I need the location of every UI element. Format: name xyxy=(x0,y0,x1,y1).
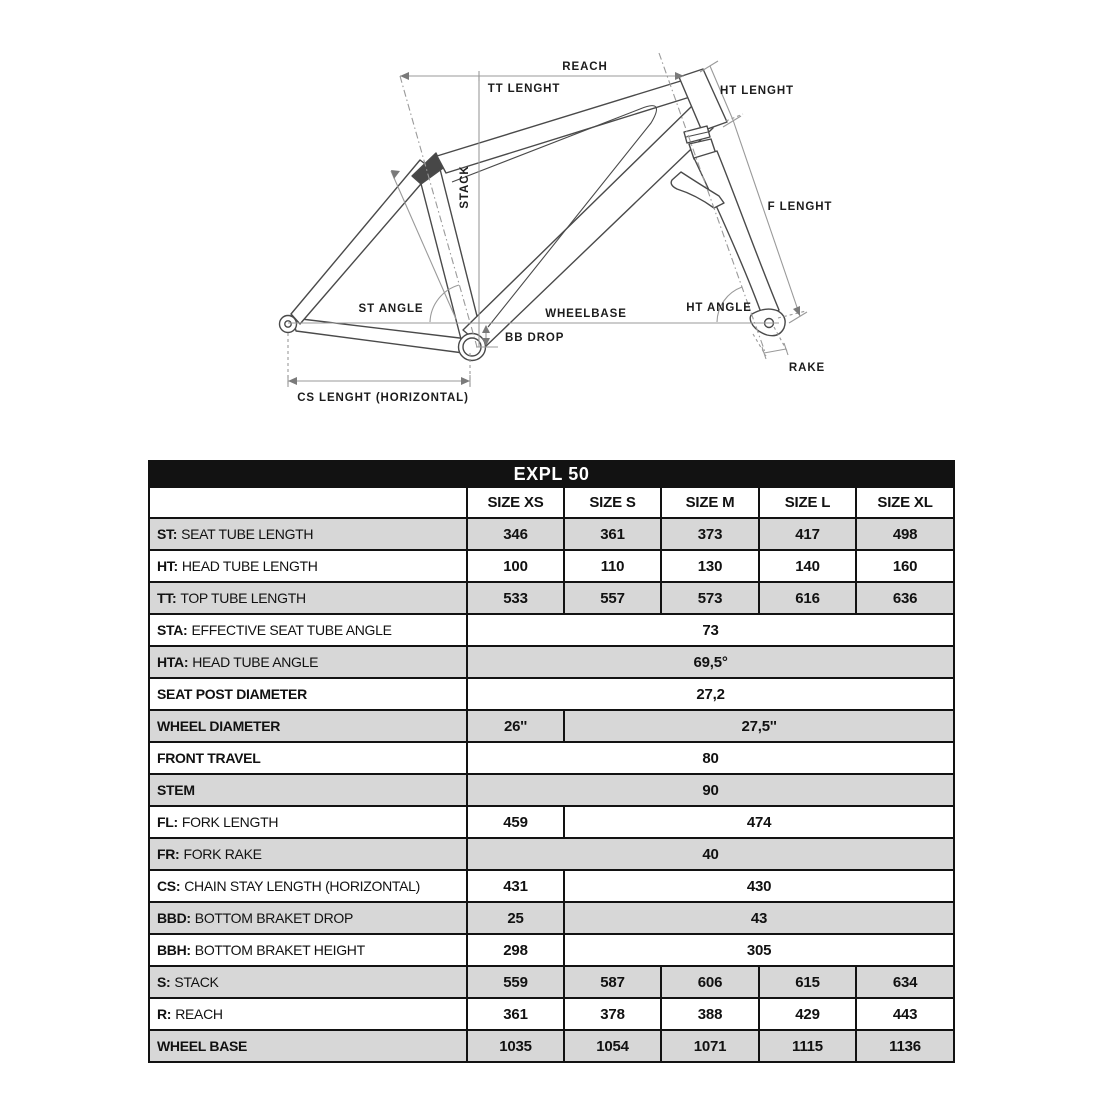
row-wheel-base xyxy=(149,1030,954,1062)
bike-frame-drawing xyxy=(280,69,786,361)
f-length-label: F LENGHT xyxy=(767,201,833,213)
row-label xyxy=(149,774,467,806)
row-label-text: HEAD TUBE ANGLE xyxy=(192,654,319,670)
row-label xyxy=(149,518,467,550)
row-stem xyxy=(149,774,954,806)
value-cell: 430 xyxy=(564,870,954,902)
row-label-text: FORK LENGTH xyxy=(181,814,279,830)
value-cell: 636 xyxy=(856,582,954,614)
value-cell: 361 xyxy=(564,518,661,550)
bike-geometry-diagram xyxy=(250,30,890,430)
value-cell: 43 xyxy=(564,902,954,934)
value-cell: 361 xyxy=(467,998,564,1030)
row-effective-seat-tube-angle xyxy=(149,614,954,646)
st-angle-label: ST ANGLE xyxy=(358,303,424,315)
value-cell: 378 xyxy=(564,998,661,1030)
cs-right-arrow xyxy=(461,377,470,385)
size-header-xs: SIZE XS xyxy=(467,487,564,518)
row-label-text: STACK xyxy=(174,974,219,990)
value-cell: 1071 xyxy=(661,1030,759,1062)
row-prefix: BBD: xyxy=(157,910,191,926)
ht-length-label: HT LENGHT xyxy=(720,85,794,97)
value-cell: 160 xyxy=(856,550,954,582)
size-header-m: SIZE M xyxy=(661,487,759,518)
value-cell: 431 xyxy=(467,870,564,902)
geometry-spec-table xyxy=(148,460,955,1063)
value-cell: 298 xyxy=(467,934,564,966)
row-label xyxy=(149,582,467,614)
row-label-text: SEAT POST DIAMETER xyxy=(157,686,307,702)
value-cell: 474 xyxy=(564,806,954,838)
row-top-tube-length xyxy=(149,582,954,614)
ht-top-tick xyxy=(700,61,718,72)
value-cell: 559 xyxy=(467,966,564,998)
row-label-text: EFFECTIVE SEAT TUBE ANGLE xyxy=(191,622,392,638)
value-cell: 573 xyxy=(661,582,759,614)
value-cell: 110 xyxy=(564,550,661,582)
bb-drop-label: BB DROP xyxy=(505,332,565,344)
row-stack xyxy=(149,966,954,998)
value-cell: 69,5° xyxy=(467,646,954,678)
row-label xyxy=(149,678,467,710)
row-label-text: TOP TUBE LENGTH xyxy=(180,590,306,606)
value-cell: 429 xyxy=(759,998,856,1030)
stack-label: STACK xyxy=(459,165,471,209)
value-cell: 417 xyxy=(759,518,856,550)
value-cell: 557 xyxy=(564,582,661,614)
value-cell: 80 xyxy=(467,742,954,774)
row-prefix: S: xyxy=(157,974,171,990)
value-cell: 26'' xyxy=(467,710,564,742)
value-cell: 27,5'' xyxy=(564,710,954,742)
value-cell: 459 xyxy=(467,806,564,838)
rear-axle-hole xyxy=(285,321,291,327)
f-dim-arrow xyxy=(793,306,800,316)
value-cell: 587 xyxy=(564,966,661,998)
cs-left-arrow xyxy=(288,377,297,385)
row-fork-rake xyxy=(149,838,954,870)
value-cell: 90 xyxy=(467,774,954,806)
row-seat-tube-length xyxy=(149,518,954,550)
ht-angle-label: HT ANGLE xyxy=(686,302,752,314)
wheelbase-label: WHEELBASE xyxy=(545,308,627,320)
rake-label: RAKE xyxy=(788,362,826,374)
value-cell: 443 xyxy=(856,998,954,1030)
row-label-text: FRONT TRAVEL xyxy=(157,750,261,766)
value-cell: 40 xyxy=(467,838,954,870)
table-title-row xyxy=(149,461,954,487)
row-label-text: BOTTOM BRAKET HEIGHT xyxy=(194,942,365,958)
row-prefix: HT: xyxy=(157,558,178,574)
size-header-xl: SIZE XL xyxy=(856,487,954,518)
value-cell: 533 xyxy=(467,582,564,614)
value-cell: 1115 xyxy=(759,1030,856,1062)
value-cell: 305 xyxy=(564,934,954,966)
value-cell: 140 xyxy=(759,550,856,582)
row-prefix: CS: xyxy=(157,878,181,894)
row-label xyxy=(149,1030,467,1062)
value-cell: 73 xyxy=(467,614,954,646)
value-cell: 1136 xyxy=(856,1030,954,1062)
row-prefix: BBH: xyxy=(157,942,191,958)
row-front-travel xyxy=(149,742,954,774)
row-label-text: WHEEL DIAMETER xyxy=(157,718,281,734)
size-header-row xyxy=(149,487,954,518)
row-label xyxy=(149,646,467,678)
row-label xyxy=(149,966,467,998)
rake-dim-line xyxy=(764,349,786,353)
row-bottom-bracket-height xyxy=(149,934,954,966)
row-label-text: WHEEL BASE xyxy=(157,1038,248,1054)
value-cell: 25 xyxy=(467,902,564,934)
reach-label: REACH xyxy=(562,61,608,73)
value-cell: 130 xyxy=(661,550,759,582)
value-cell: 1035 xyxy=(467,1030,564,1062)
row-label xyxy=(149,614,467,646)
model-title: EXPL 50 xyxy=(149,461,954,487)
row-label xyxy=(149,902,467,934)
row-label xyxy=(149,838,467,870)
value-cell: 615 xyxy=(759,966,856,998)
value-cell: 606 xyxy=(661,966,759,998)
value-cell: 346 xyxy=(467,518,564,550)
row-label xyxy=(149,550,467,582)
row-label xyxy=(149,870,467,902)
seat-tube xyxy=(418,169,482,343)
value-cell: 1054 xyxy=(564,1030,661,1062)
row-prefix: STA: xyxy=(157,622,188,638)
row-bottom-bracket-drop xyxy=(149,902,954,934)
row-prefix: HTA: xyxy=(157,654,189,670)
row-label-text: BOTTOM BRAKET DROP xyxy=(194,910,354,926)
row-label xyxy=(149,742,467,774)
row-label xyxy=(149,998,467,1030)
row-head-tube-length xyxy=(149,550,954,582)
row-label-text: SEAT TUBE LENGTH xyxy=(181,526,314,542)
tt-length-label: TT LENGHT xyxy=(487,83,561,95)
row-label xyxy=(149,710,467,742)
value-cell: 27,2 xyxy=(467,678,954,710)
value-cell: 498 xyxy=(856,518,954,550)
value-cell: 634 xyxy=(856,966,954,998)
row-prefix: FL: xyxy=(157,814,178,830)
row-prefix: FR: xyxy=(157,846,180,862)
row-head-tube-angle xyxy=(149,646,954,678)
row-seat-post-diameter xyxy=(149,678,954,710)
row-prefix: TT: xyxy=(157,590,177,606)
fork-blade xyxy=(694,151,779,321)
seat-stay xyxy=(291,160,433,324)
cs-length-label: CS LENGHT (HORIZONTAL) xyxy=(297,392,469,404)
row-label-text: CHAIN STAY LENGTH (HORIZONTAL) xyxy=(184,878,420,894)
size-header-l: SIZE L xyxy=(759,487,856,518)
value-cell: 616 xyxy=(759,582,856,614)
corner-cell xyxy=(149,487,467,518)
row-prefix: ST: xyxy=(157,526,178,542)
row-label xyxy=(149,806,467,838)
row-label-text: STEM xyxy=(157,782,195,798)
row-label-text: HEAD TUBE LENGTH xyxy=(181,558,318,574)
value-cell: 373 xyxy=(661,518,759,550)
row-wheel-diameter xyxy=(149,710,954,742)
row-reach xyxy=(149,998,954,1030)
value-cell: 388 xyxy=(661,998,759,1030)
value-cell: 100 xyxy=(467,550,564,582)
row-chain-stay-length xyxy=(149,870,954,902)
row-fork-length xyxy=(149,806,954,838)
size-header-s: SIZE S xyxy=(564,487,661,518)
row-label-text: REACH xyxy=(175,1006,223,1022)
row-label xyxy=(149,934,467,966)
row-prefix: R: xyxy=(157,1006,172,1022)
row-label-text: FORK RAKE xyxy=(183,846,262,862)
